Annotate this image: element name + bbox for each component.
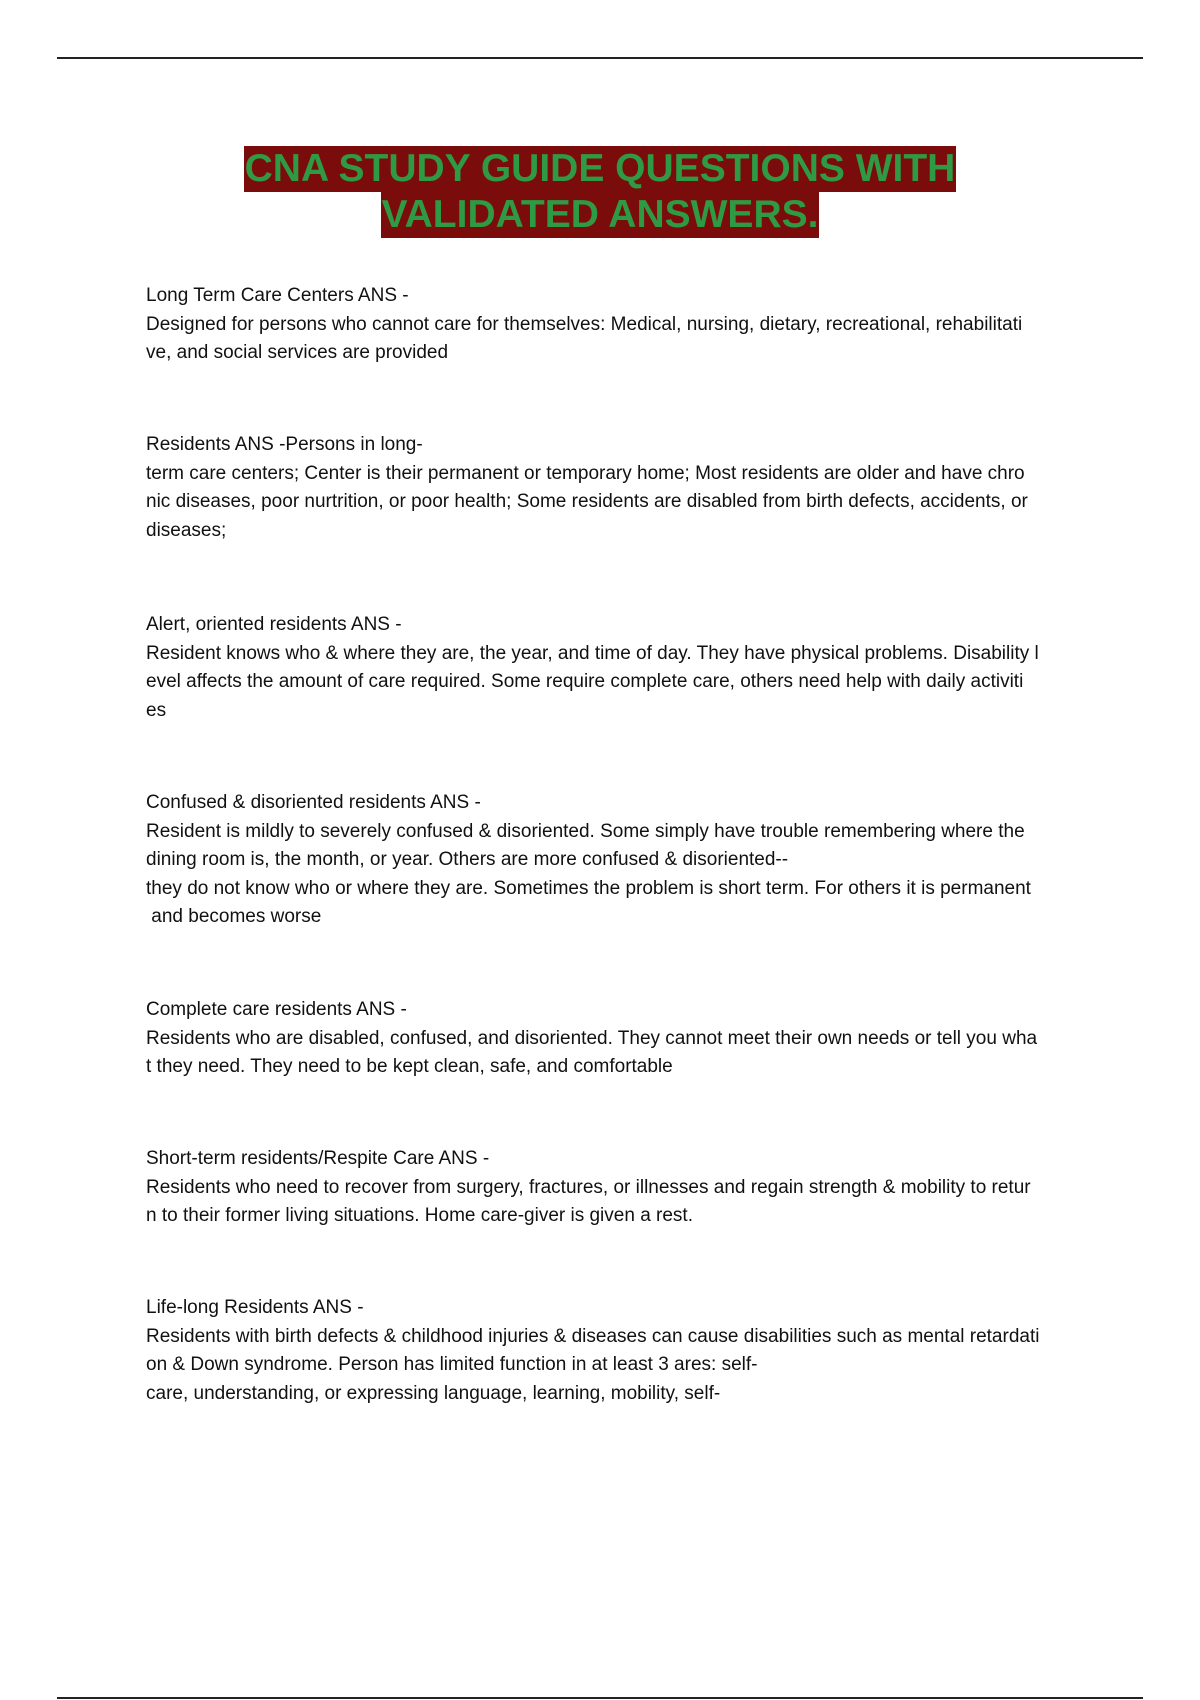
entry-term: Confused & disoriented residents ANS - xyxy=(146,792,481,813)
entry-line: on & Down syndrome. Person has limited function in at least 3 ares: self- xyxy=(146,1354,758,1375)
entry-line: evel affects the amount of care required. Some require complete care, others need help with daily activiti xyxy=(146,671,1024,692)
entry-line: n to their former living situations. Home care-giver is given a rest. xyxy=(146,1205,693,1226)
entry-line: Resident is mildly to severely confused & disoriented. Some simply have trouble remembering where the xyxy=(146,820,1025,842)
entry-line: t they need. They need to be kept clean, safe, and comfortable xyxy=(146,1056,673,1077)
title-line-2: VALIDATED ANSWERS. xyxy=(381,193,819,236)
title-line-1: CNA STUDY GUIDE QUESTIONS WITH xyxy=(244,147,956,190)
entry-alert-oriented-residents xyxy=(146,611,1039,725)
entry-term: Alert, oriented residents ANS - xyxy=(146,614,402,635)
entry-line: care, understanding, or expressing language, learning, mobility, self- xyxy=(146,1382,721,1404)
entry-line: es xyxy=(146,699,167,721)
entry-term: Short-term residents/Respite Care ANS - xyxy=(146,1148,490,1169)
entry-line: nic diseases, poor nurtrition, or poor health; Some residents are disabled from birth defects, accidents, or xyxy=(146,491,1028,512)
entry-line: Residents who are disabled, confused, and disoriented. They cannot meet their own needs or tell you wha xyxy=(146,1027,1038,1049)
entry-life-long-residents xyxy=(146,1294,1039,1408)
entry-line: dining room is, the month, or year. Others are more confused & disoriented-- xyxy=(146,849,789,870)
entry-line: Resident knows who & where they are, the year, and time of day. They have physical problems. Disability l xyxy=(146,642,1039,664)
entry-term: Life-long Residents ANS - xyxy=(146,1297,364,1318)
entry-line: and becomes worse xyxy=(146,906,322,927)
entry-long-term-care-centers xyxy=(146,282,1022,368)
entry-line: ve, and social services are provided xyxy=(146,342,449,363)
bottom-rule xyxy=(57,1697,1143,1699)
entry-line: they do not know who or where they are. Sometimes the problem is short term. For others it is permanent xyxy=(146,877,1031,899)
entry-line: diseases; xyxy=(146,519,227,541)
entry-short-term-residents xyxy=(146,1145,1031,1231)
entry-term: Residents ANS -Persons in long- xyxy=(146,434,423,455)
top-rule xyxy=(57,57,1143,59)
entry-line: Residents who need to recover from surgery, fractures, or illnesses and regain strength & mobility to retur xyxy=(146,1176,1031,1198)
entry-confused-disoriented-residents xyxy=(146,789,1031,932)
entry-line: Designed for persons who cannot care for themselves: Medical, nursing, dietary, recreational, rehabilitati xyxy=(146,313,1023,335)
entry-line: term care centers; Center is their permanent or temporary home; Most residents are older and have chro xyxy=(146,462,1025,484)
entry-term: Long Term Care Centers ANS - xyxy=(146,285,409,306)
entry-complete-care-residents xyxy=(146,996,1037,1082)
entry-term: Complete care residents ANS - xyxy=(146,999,407,1020)
entry-line: Residents with birth defects & childhood injuries & diseases can cause disabilities such as mental retardati xyxy=(146,1325,1040,1347)
document-title xyxy=(0,146,1200,238)
entry-residents xyxy=(146,431,1028,545)
